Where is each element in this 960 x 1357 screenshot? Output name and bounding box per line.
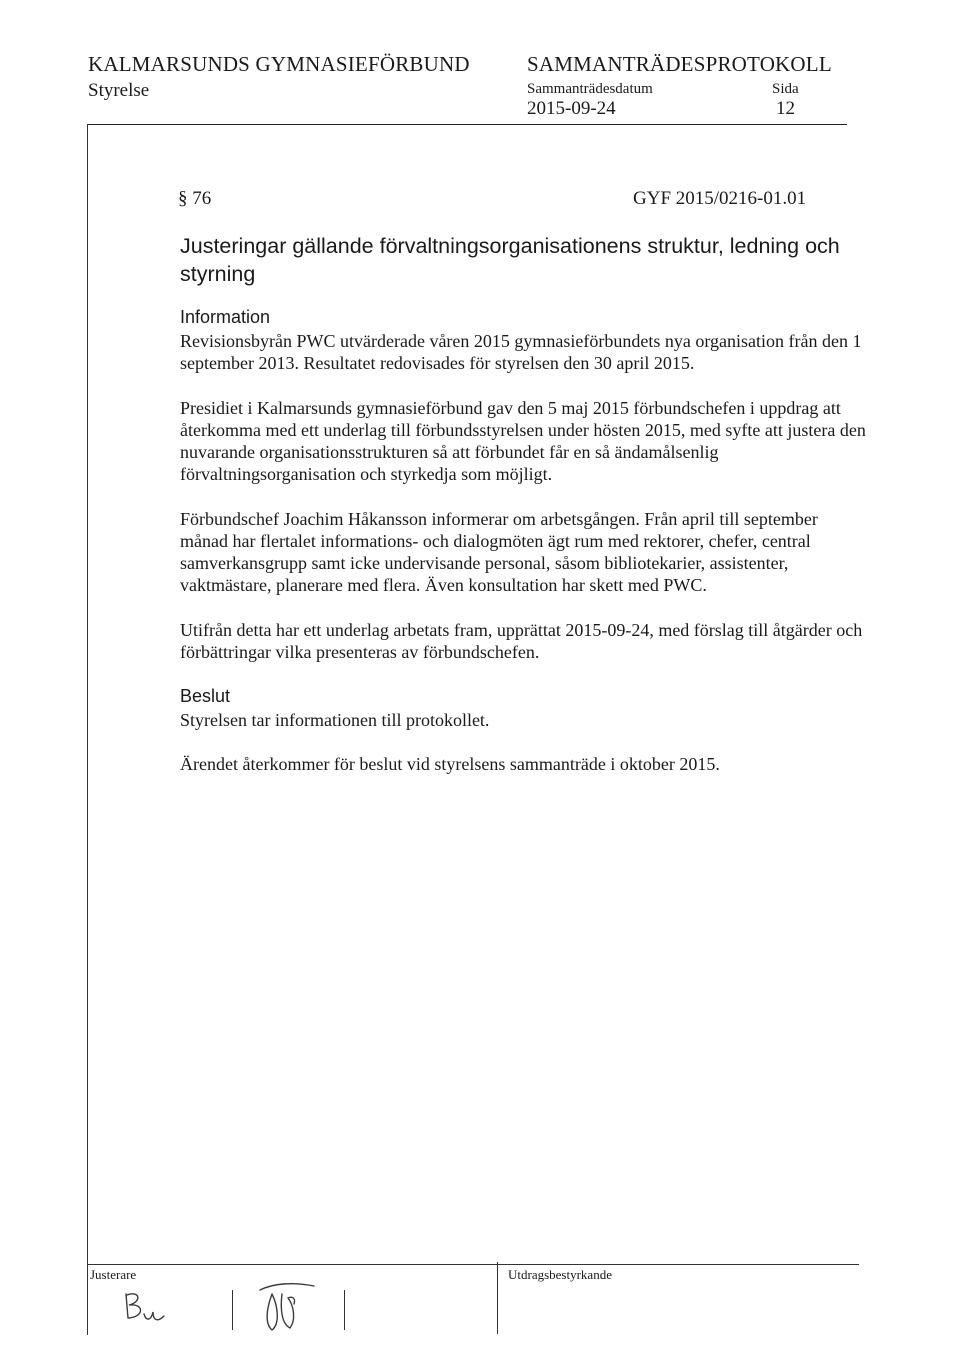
extract-box-border	[497, 1262, 498, 1334]
decision-heading: Beslut	[180, 686, 231, 706]
header-divider	[87, 124, 847, 125]
case-number: GYF 2015/0216-01.01	[633, 188, 807, 209]
left-margin-rule	[87, 124, 88, 1264]
information-paragraph-4: Utifrån detta har ett underlag arbetats fram, upprättat 2015-09-24, med förslag till åtgärder och förbättringar vilka presenteras av förbundschefen.	[180, 620, 863, 662]
adjusters-label: Justerare	[90, 1267, 137, 1282]
decision-followup: Ärendet återkommer för beslut vid styrelsens sammanträde i oktober 2015.	[180, 754, 720, 774]
signature-separator-1	[232, 1290, 233, 1330]
extract-label: Utdragsbestyrkande	[508, 1267, 612, 1282]
meeting-date-label: Sammanträdesdatum	[527, 81, 653, 97]
page-number: 12	[776, 98, 795, 119]
signature-initials-1	[118, 1288, 178, 1328]
meeting-date: 2015-09-24	[527, 98, 616, 119]
footer-left-border	[87, 1245, 88, 1335]
information-paragraph-1: Revisionsbyrån PWC utvärderade våren 2015 gymnasieförbundets nya organisation från den 1 september 2013. Resultatet redovisades för styrelsen den 30 april 2015.	[180, 331, 862, 373]
section-number: § 76	[178, 188, 212, 209]
decision-text: Styrelsen tar informationen till protokollet.	[180, 710, 490, 730]
organization-name: KALMARSUNDS GYMNASIEFÖRBUND	[88, 52, 470, 76]
information-paragraph-3: Förbundschef Joachim Håkansson informerar om arbetsgången. Från april till september månad har flertalet informations- och dialogmöten ägt rum med rektorer, chefer, central samverkansgrupp samt icke undervisande personal, såsom bibliotekarier, assistenter, vaktmästare, planerare med flera. Även konsultation har skett med PWC.	[180, 509, 818, 595]
item-title: Justeringar gällande förvaltningsorganisationens struktur, ledning och styrning	[180, 234, 840, 286]
signature-separator-2	[344, 1290, 345, 1330]
body-name: Styrelse	[88, 80, 150, 101]
information-paragraph-2: Presidiet i Kalmarsunds gymnasieförbund gav den 5 maj 2015 förbundschefen i uppdrag att återkomma med ett underlag till förbundsstyrelsen under hösten 2015, med syfte att justera den nuvarande organisationsstrukturen så att förbundet får en så ändamålsenlig förvaltningsorganisation och styrkedja som möjligt.	[180, 398, 866, 484]
document-title: SAMMANTRÄDESPROTOKOLL	[527, 52, 832, 76]
footer-divider	[87, 1264, 859, 1265]
page-label: Sida	[772, 81, 799, 97]
signature-initials-2	[250, 1280, 330, 1335]
information-heading: Information	[180, 307, 271, 327]
